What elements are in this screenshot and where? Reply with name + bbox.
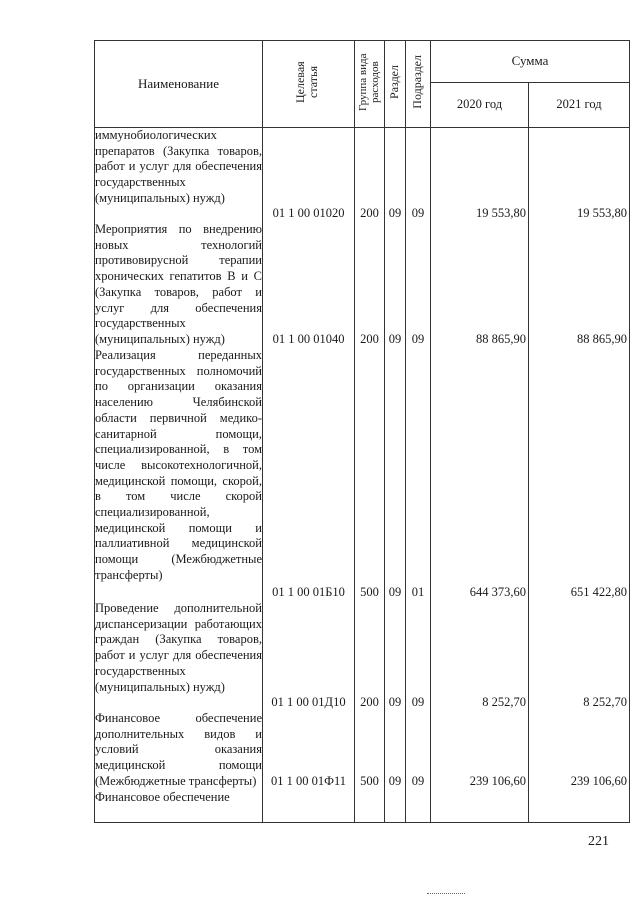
row-name: Финансовое обеспечение bbox=[95, 790, 230, 804]
row-section: 09 bbox=[388, 206, 402, 220]
row-sum-2021: 8 252,70 bbox=[583, 695, 627, 709]
row-sum-2020: 19 553,80 bbox=[476, 206, 526, 220]
row-name: Реализация переданных государственных полномочий по организации оказания населению Челябинской области первичной медико-санитарной помощи, специализированной, в том числе высокотехнологичной, медицинской помощи, скорой, в том числе скорой специализированной, медицинской помощи и паллиативной медицинской помощи (Межбюджетные трансферты) bbox=[95, 348, 262, 582]
header-subsection: Подраздел bbox=[410, 55, 425, 109]
row-sum-2020: 8 252,70 bbox=[482, 695, 526, 709]
header-year-2020: 2020 год bbox=[431, 82, 529, 127]
row-subsection: 09 bbox=[411, 206, 425, 220]
header-name: Наименование bbox=[95, 41, 263, 128]
budget-table bbox=[94, 40, 630, 823]
row-section: 09 bbox=[388, 332, 402, 346]
row-name: иммунобиологических препаратов (Закупка товаров, работ и услуг для обеспечения государственных (муниципальных) нужд) bbox=[95, 128, 262, 205]
row-sum-2020: 644 373,60 bbox=[469, 585, 526, 599]
row-article: 01 1 00 01Ф11 bbox=[270, 774, 347, 788]
row-sum-2020: 239 106,60 bbox=[469, 774, 526, 788]
header-section: Раздел bbox=[387, 65, 402, 99]
row-sum-2020: 88 865,90 bbox=[476, 332, 526, 346]
row-section: 09 bbox=[388, 585, 402, 599]
page-number: 221 bbox=[588, 834, 609, 849]
row-name: Финансовое обеспечение дополнительных видов и условий оказания медицинской помощи (Межбюджетные трансферты) bbox=[95, 711, 262, 788]
header-year-2021: 2021 год bbox=[529, 82, 630, 127]
row-name: Проведение дополнительной диспансеризации работающих граждан (Закупка товаров, работ и услуг для обеспечения государственных (муниципальных) нужд) bbox=[95, 601, 262, 694]
row-name: Мероприятия по внедрению новых технологий противовирусной терапии хронических гепатитов B и C (Закупка товаров, работ и услуг для обеспечения государственных (муниципальных) нужд) bbox=[95, 222, 262, 346]
row-article: 01 1 00 01020 bbox=[272, 206, 345, 220]
row-group: 500 bbox=[360, 774, 379, 788]
row-sum-2021: 88 865,90 bbox=[577, 332, 627, 346]
row-subsection: 09 bbox=[411, 695, 425, 709]
row-group: 200 bbox=[360, 695, 379, 709]
row-sum-2021: 651 422,80 bbox=[570, 585, 627, 599]
row-subsection: 09 bbox=[411, 332, 425, 346]
row-group: 500 bbox=[360, 585, 379, 599]
header-sum: Сумма bbox=[431, 41, 630, 83]
name-column bbox=[95, 128, 262, 808]
header-target-article: Целевая статья bbox=[292, 61, 320, 103]
row-subsection: 01 bbox=[411, 585, 425, 599]
row-section: 09 bbox=[388, 695, 402, 709]
row-article: 01 1 00 01040 bbox=[272, 332, 345, 346]
row-subsection: 09 bbox=[411, 774, 425, 788]
row-article: 01 1 00 01Д10 bbox=[271, 695, 346, 709]
row-group: 200 bbox=[360, 332, 379, 346]
footer-dotted-rule bbox=[427, 893, 465, 894]
table-body-row bbox=[95, 128, 630, 823]
row-sum-2021: 19 553,80 bbox=[577, 206, 627, 220]
row-section: 09 bbox=[388, 774, 402, 788]
row-article: 01 1 00 01Б10 bbox=[272, 585, 345, 599]
row-sum-2021: 239 106,60 bbox=[570, 774, 627, 788]
header-expense-group: Группа вида расходов bbox=[356, 53, 381, 111]
row-group: 200 bbox=[360, 206, 379, 220]
